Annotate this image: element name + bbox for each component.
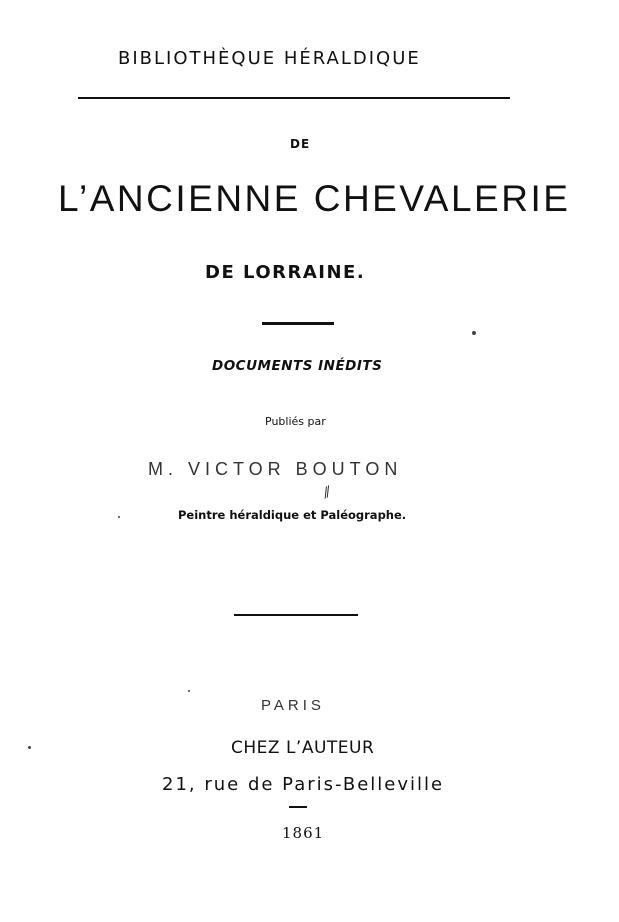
imprint-dash [289, 806, 307, 808]
print-speck [28, 746, 31, 749]
short-rule [262, 322, 334, 325]
print-speck [118, 516, 120, 518]
imprint-city: PARIS [261, 697, 325, 714]
subtitle: DE LORRAINE. [205, 262, 366, 283]
author-name: M. VICTOR BOUTON [148, 459, 403, 479]
main-title: L’ANCIENNE CHEVALERIE [58, 178, 571, 219]
imprint-address: 21, rue de Paris-Belleville [162, 774, 445, 795]
top-rule [78, 97, 510, 99]
middle-rule [234, 614, 358, 616]
series-title: BIBLIOTHÈQUE HÉRALDIQUE [118, 48, 421, 69]
published-by: Publiés par [265, 415, 326, 428]
imprint-year: 1861 [282, 824, 325, 842]
documents-heading: DOCUMENTS INÉDITS [212, 358, 383, 374]
title-connector: DE [290, 137, 311, 151]
print-speck [188, 690, 190, 692]
imprint-publisher: CHEZ L’AUTEUR [231, 738, 375, 758]
author-profession: Peintre héraldique et Paléographe. [178, 508, 407, 522]
author-mark: ⁄⁄ [321, 484, 333, 502]
print-speck [472, 331, 476, 335]
